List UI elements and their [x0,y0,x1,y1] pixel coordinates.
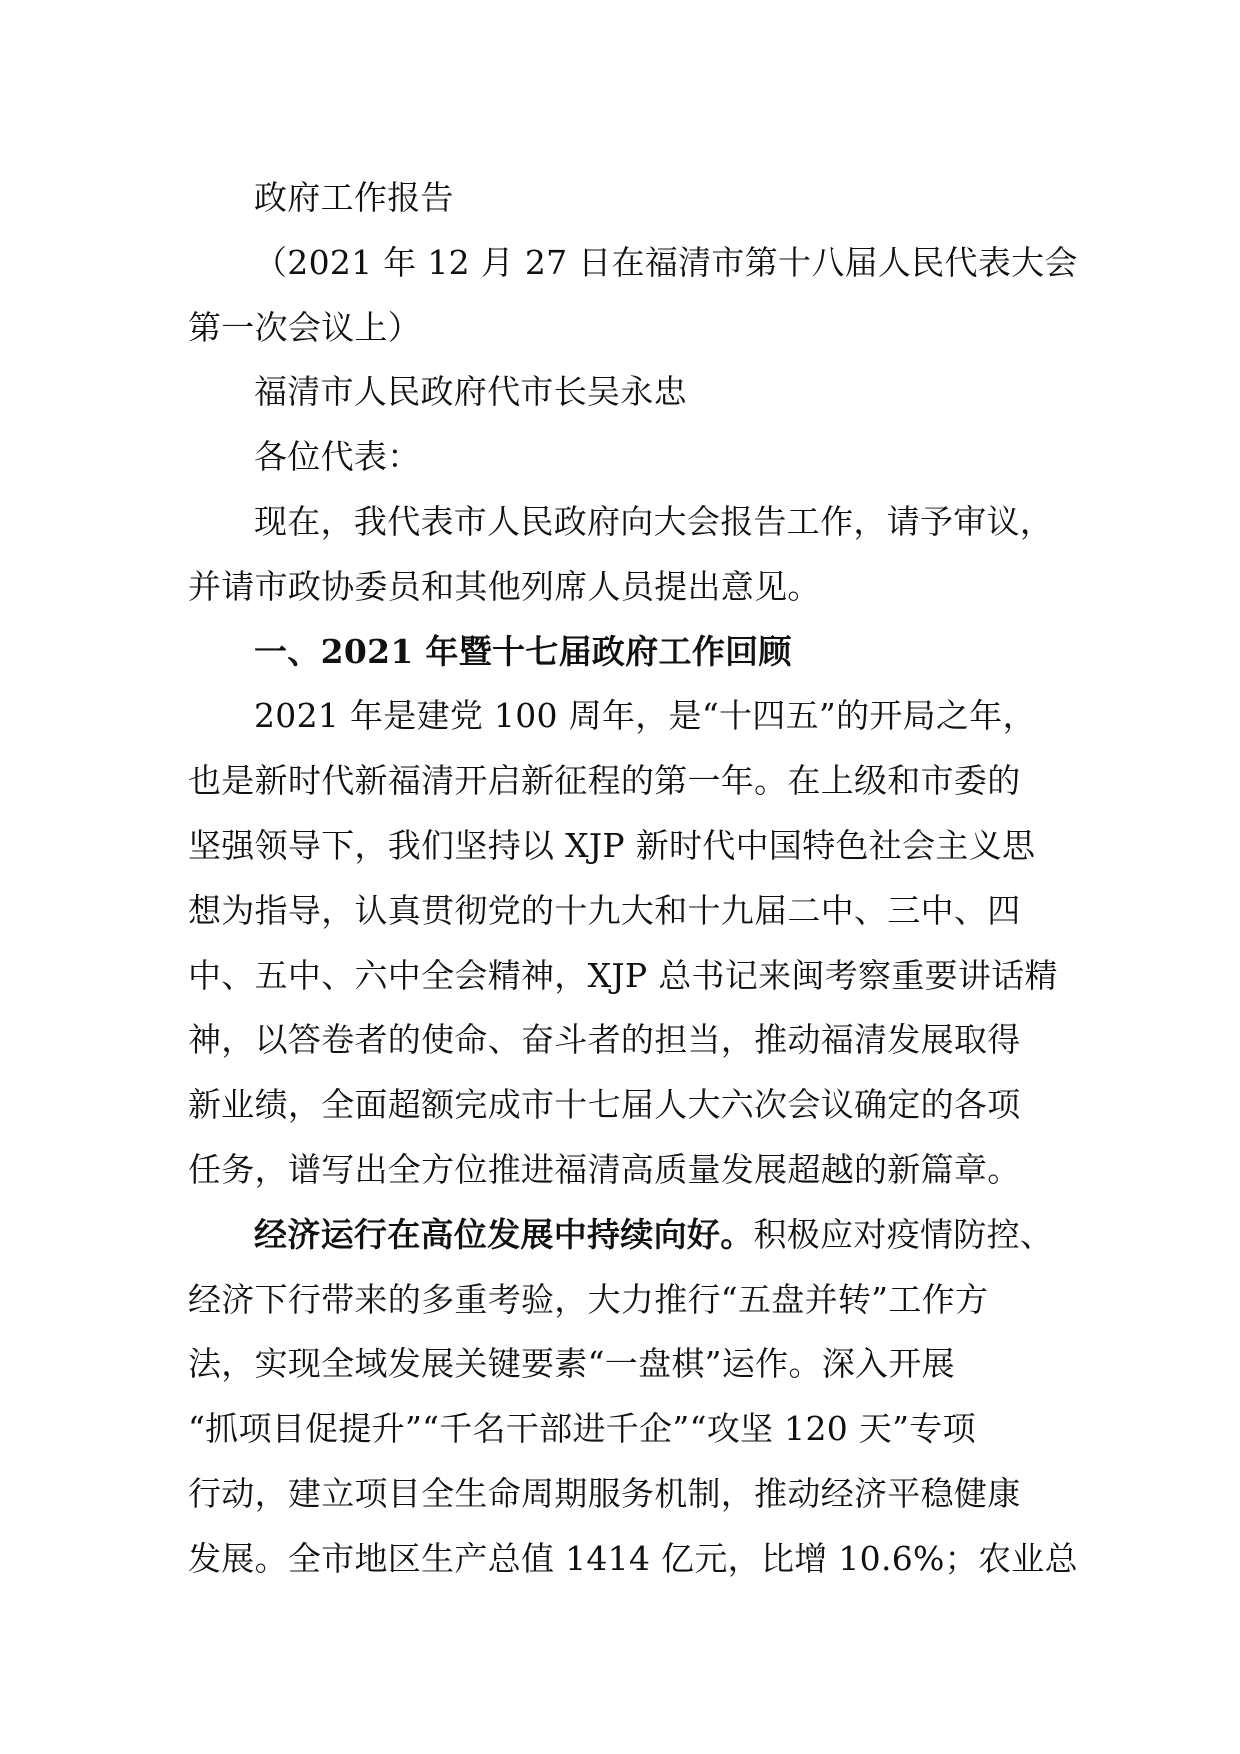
para2-line: 经济下行带来的多重考验，大力推行“五盘并转”工作方 [188,1279,989,1319]
para2-lead: 经济运行在高位发展中持续向好。 [254,1214,754,1254]
document-author: 福清市人民政府代市长吴永忠 [254,372,687,412]
para2-line: 发展。全市地区生产总值 1414 亿元，比增 10.6%；农业总 [188,1538,1078,1578]
para2-line-1 [188,1203,1074,1268]
para1-line: 坚强领导下，我们坚持以 XJP 新时代中国特色社会主义思 [188,825,1036,865]
para1-line: 神，以答卷者的使命、奋斗者的担当，推动福清发展取得 [188,1020,1021,1060]
para1-line: 新业绩，全面超额完成市十七届人大六次会议确定的各项 [188,1085,1021,1125]
document-subtitle-line-1: （2021 年 12 月 27 日在福清市第十八届人民代表大会 [254,242,1078,282]
para2-line-1-rest: 积极应对疫情防控、 [753,1214,1054,1254]
document-title: 政府工作报告 [254,178,454,217]
intro-line-2: 并请市政协委员和其他列席人员提出意见。 [188,566,821,606]
para1-line: 2021 年是建党 100 周年，是“十四五”的开局之年， [254,696,1036,736]
document-page [188,166,1078,1592]
intro-line-1: 现在，我代表市人民政府向大会报告工作，请予审议， [254,501,1054,541]
para2-line: 法，实现全域发展关键要素“一盘棋”运作。深入开展 [188,1344,955,1384]
document-subtitle-line-2: 第一次会议上） [188,307,422,347]
para2-line: 行动，建立项目全生命周期服务机制，推动经济平稳健康 [188,1473,1021,1513]
salutation: 各位代表： [254,437,421,477]
para2-line: “抓项目促提升”“千名干部进千企”“攻坚 120 天”专项 [188,1409,976,1449]
para1-line: 想为指导，认真贯彻党的十九大和十九届二中、三中、四 [188,890,1021,930]
para1-line: 任务，谱写出全方位推进福清高质量发展超越的新篇章。 [188,1149,1021,1189]
para1-line: 也是新时代新福清开启新征程的第一年。在上级和市委的 [188,761,1021,801]
para1-line: 中、五中、六中全会精神，XJP 总书记来闽考察重要讲话精 [188,955,1058,995]
section-heading: 一、2021 年暨十七届政府工作回顾 [254,631,792,671]
